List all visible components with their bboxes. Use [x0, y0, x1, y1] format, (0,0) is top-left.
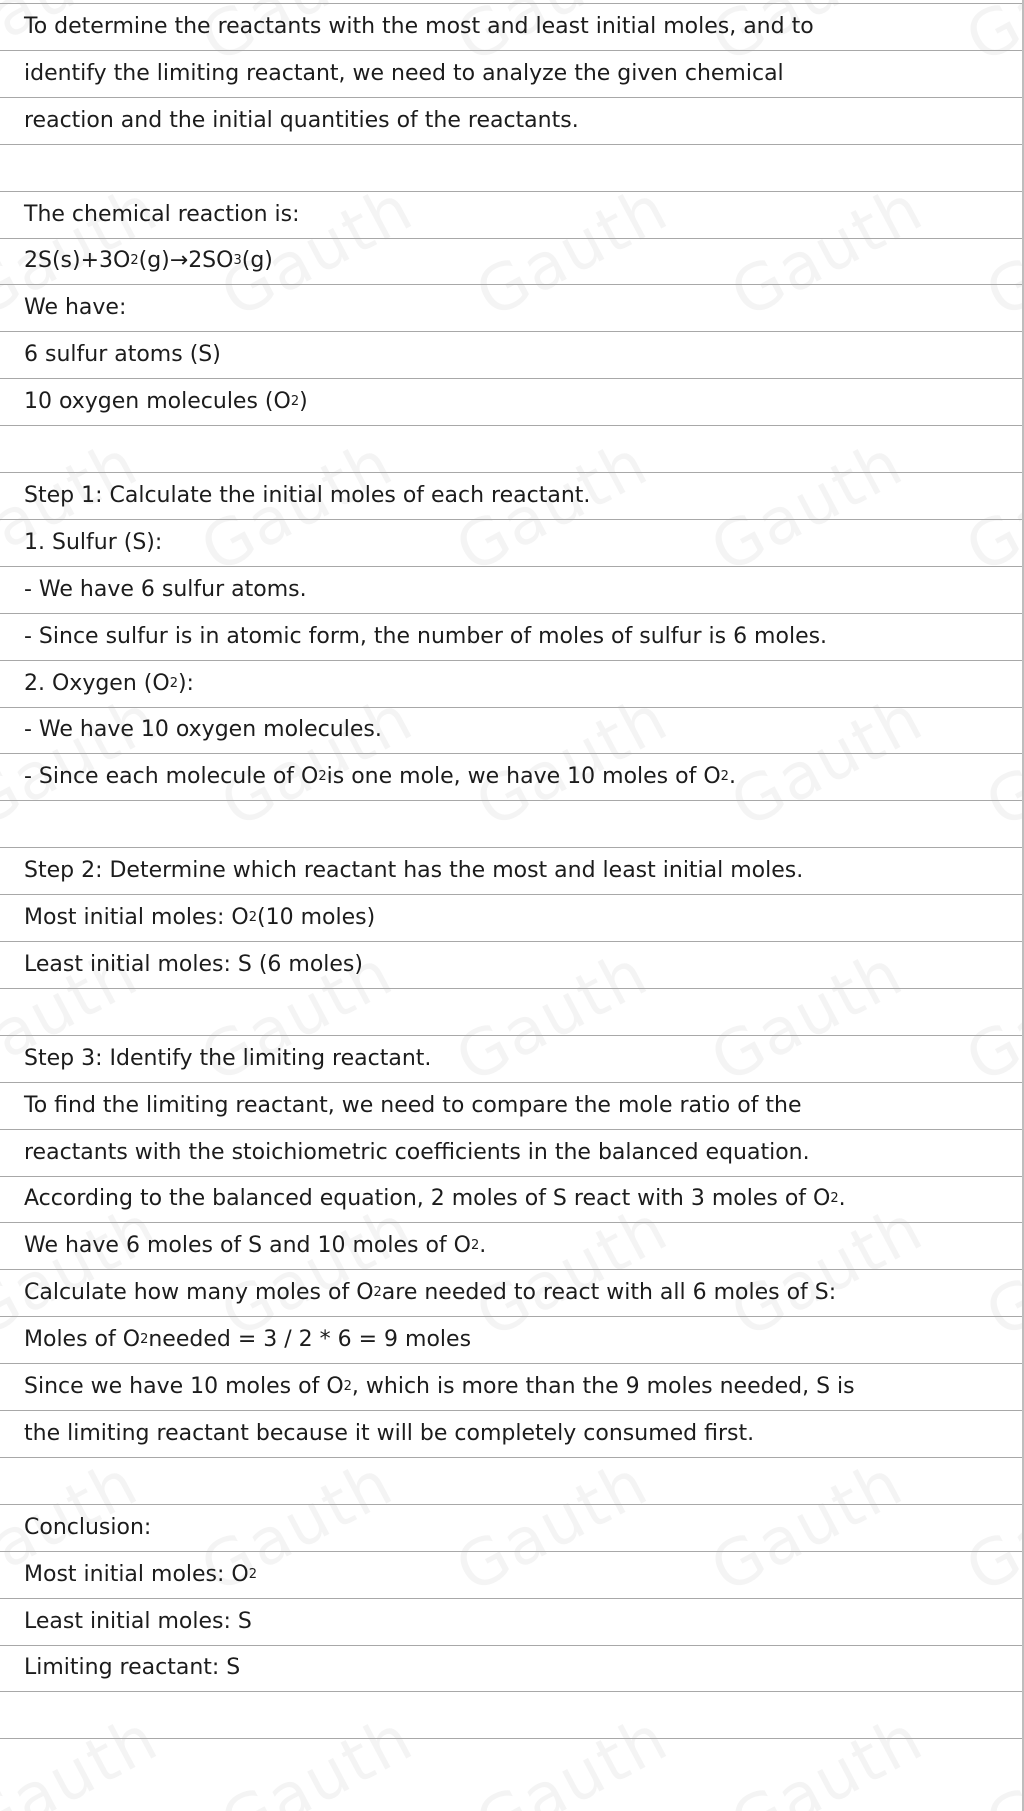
text-line: Since we have 10 moles of O 2 , which is more than the 9 moles needed, S is	[0, 1363, 1022, 1410]
text-line: 1. Sulfur (S):	[0, 519, 1022, 566]
text-line: The chemical reaction is:	[0, 191, 1022, 238]
text-line: the limiting reactant because it will be completely consumed first.	[0, 1410, 1022, 1457]
text-line	[0, 800, 1022, 847]
text-line	[0, 425, 1022, 472]
text-line	[0, 1738, 1022, 1785]
text-line: reactants with the stoichiometric coefficients in the balanced equation.	[0, 1129, 1022, 1176]
text-line: Least initial moles: S (6 moles)	[0, 941, 1022, 988]
text-line: Step 3: Identify the limiting reactant.	[0, 1035, 1022, 1082]
text-line: To determine the reactants with the most and least initial moles, and to	[0, 3, 1022, 50]
text-line	[0, 988, 1022, 1035]
text-line: reaction and the initial quantities of the reactants.	[0, 97, 1022, 144]
text-line	[0, 1691, 1022, 1738]
text-line: 2. Oxygen (O 2 ):	[0, 660, 1022, 707]
text-line: - We have 6 sulfur atoms.	[0, 566, 1022, 613]
text-line: According to the balanced equation, 2 moles of S react with 3 moles of O 2 .	[0, 1176, 1022, 1223]
text-line: Conclusion:	[0, 1504, 1022, 1551]
text-line: 6 sulfur atoms (S)	[0, 331, 1022, 378]
text-line	[0, 1457, 1022, 1504]
text-line: We have:	[0, 284, 1022, 331]
text-line: We have 6 moles of S and 10 moles of O 2 .	[0, 1222, 1022, 1269]
text-line: Step 2: Determine which reactant has the most and least initial moles.	[0, 847, 1022, 894]
text-line: Moles of O 2 needed = 3 / 2 * 6 = 9 moles	[0, 1316, 1022, 1363]
text-line: Step 1: Calculate the initial moles of each reactant.	[0, 472, 1022, 519]
text-line: - Since sulfur is in atomic form, the number of moles of sulfur is 6 moles.	[0, 613, 1022, 660]
text-line: Most initial moles: O 2 (10 moles)	[0, 894, 1022, 941]
text-line: identify the limiting reactant, we need to analyze the given chemical	[0, 50, 1022, 97]
text-line	[0, 144, 1022, 191]
text-line: Calculate how many moles of O 2 are needed to react with all 6 moles of S:	[0, 1269, 1022, 1316]
text-line: - We have 10 oxygen molecules.	[0, 707, 1022, 754]
text-line: Least initial moles: S	[0, 1598, 1022, 1645]
text-line: 2S(s)+3O 2 (g)→2SO 3 (g)	[0, 238, 1022, 285]
text-line: Limiting reactant: S	[0, 1645, 1022, 1692]
text-line: - Since each molecule of O 2 is one mole, we have 10 moles of O 2 .	[0, 753, 1022, 800]
text-line: 10 oxygen molecules (O 2 )	[0, 378, 1022, 425]
text-line: Most initial moles: O 2	[0, 1551, 1022, 1598]
text-line: To find the limiting reactant, we need to compare the mole ratio of the	[0, 1082, 1022, 1129]
